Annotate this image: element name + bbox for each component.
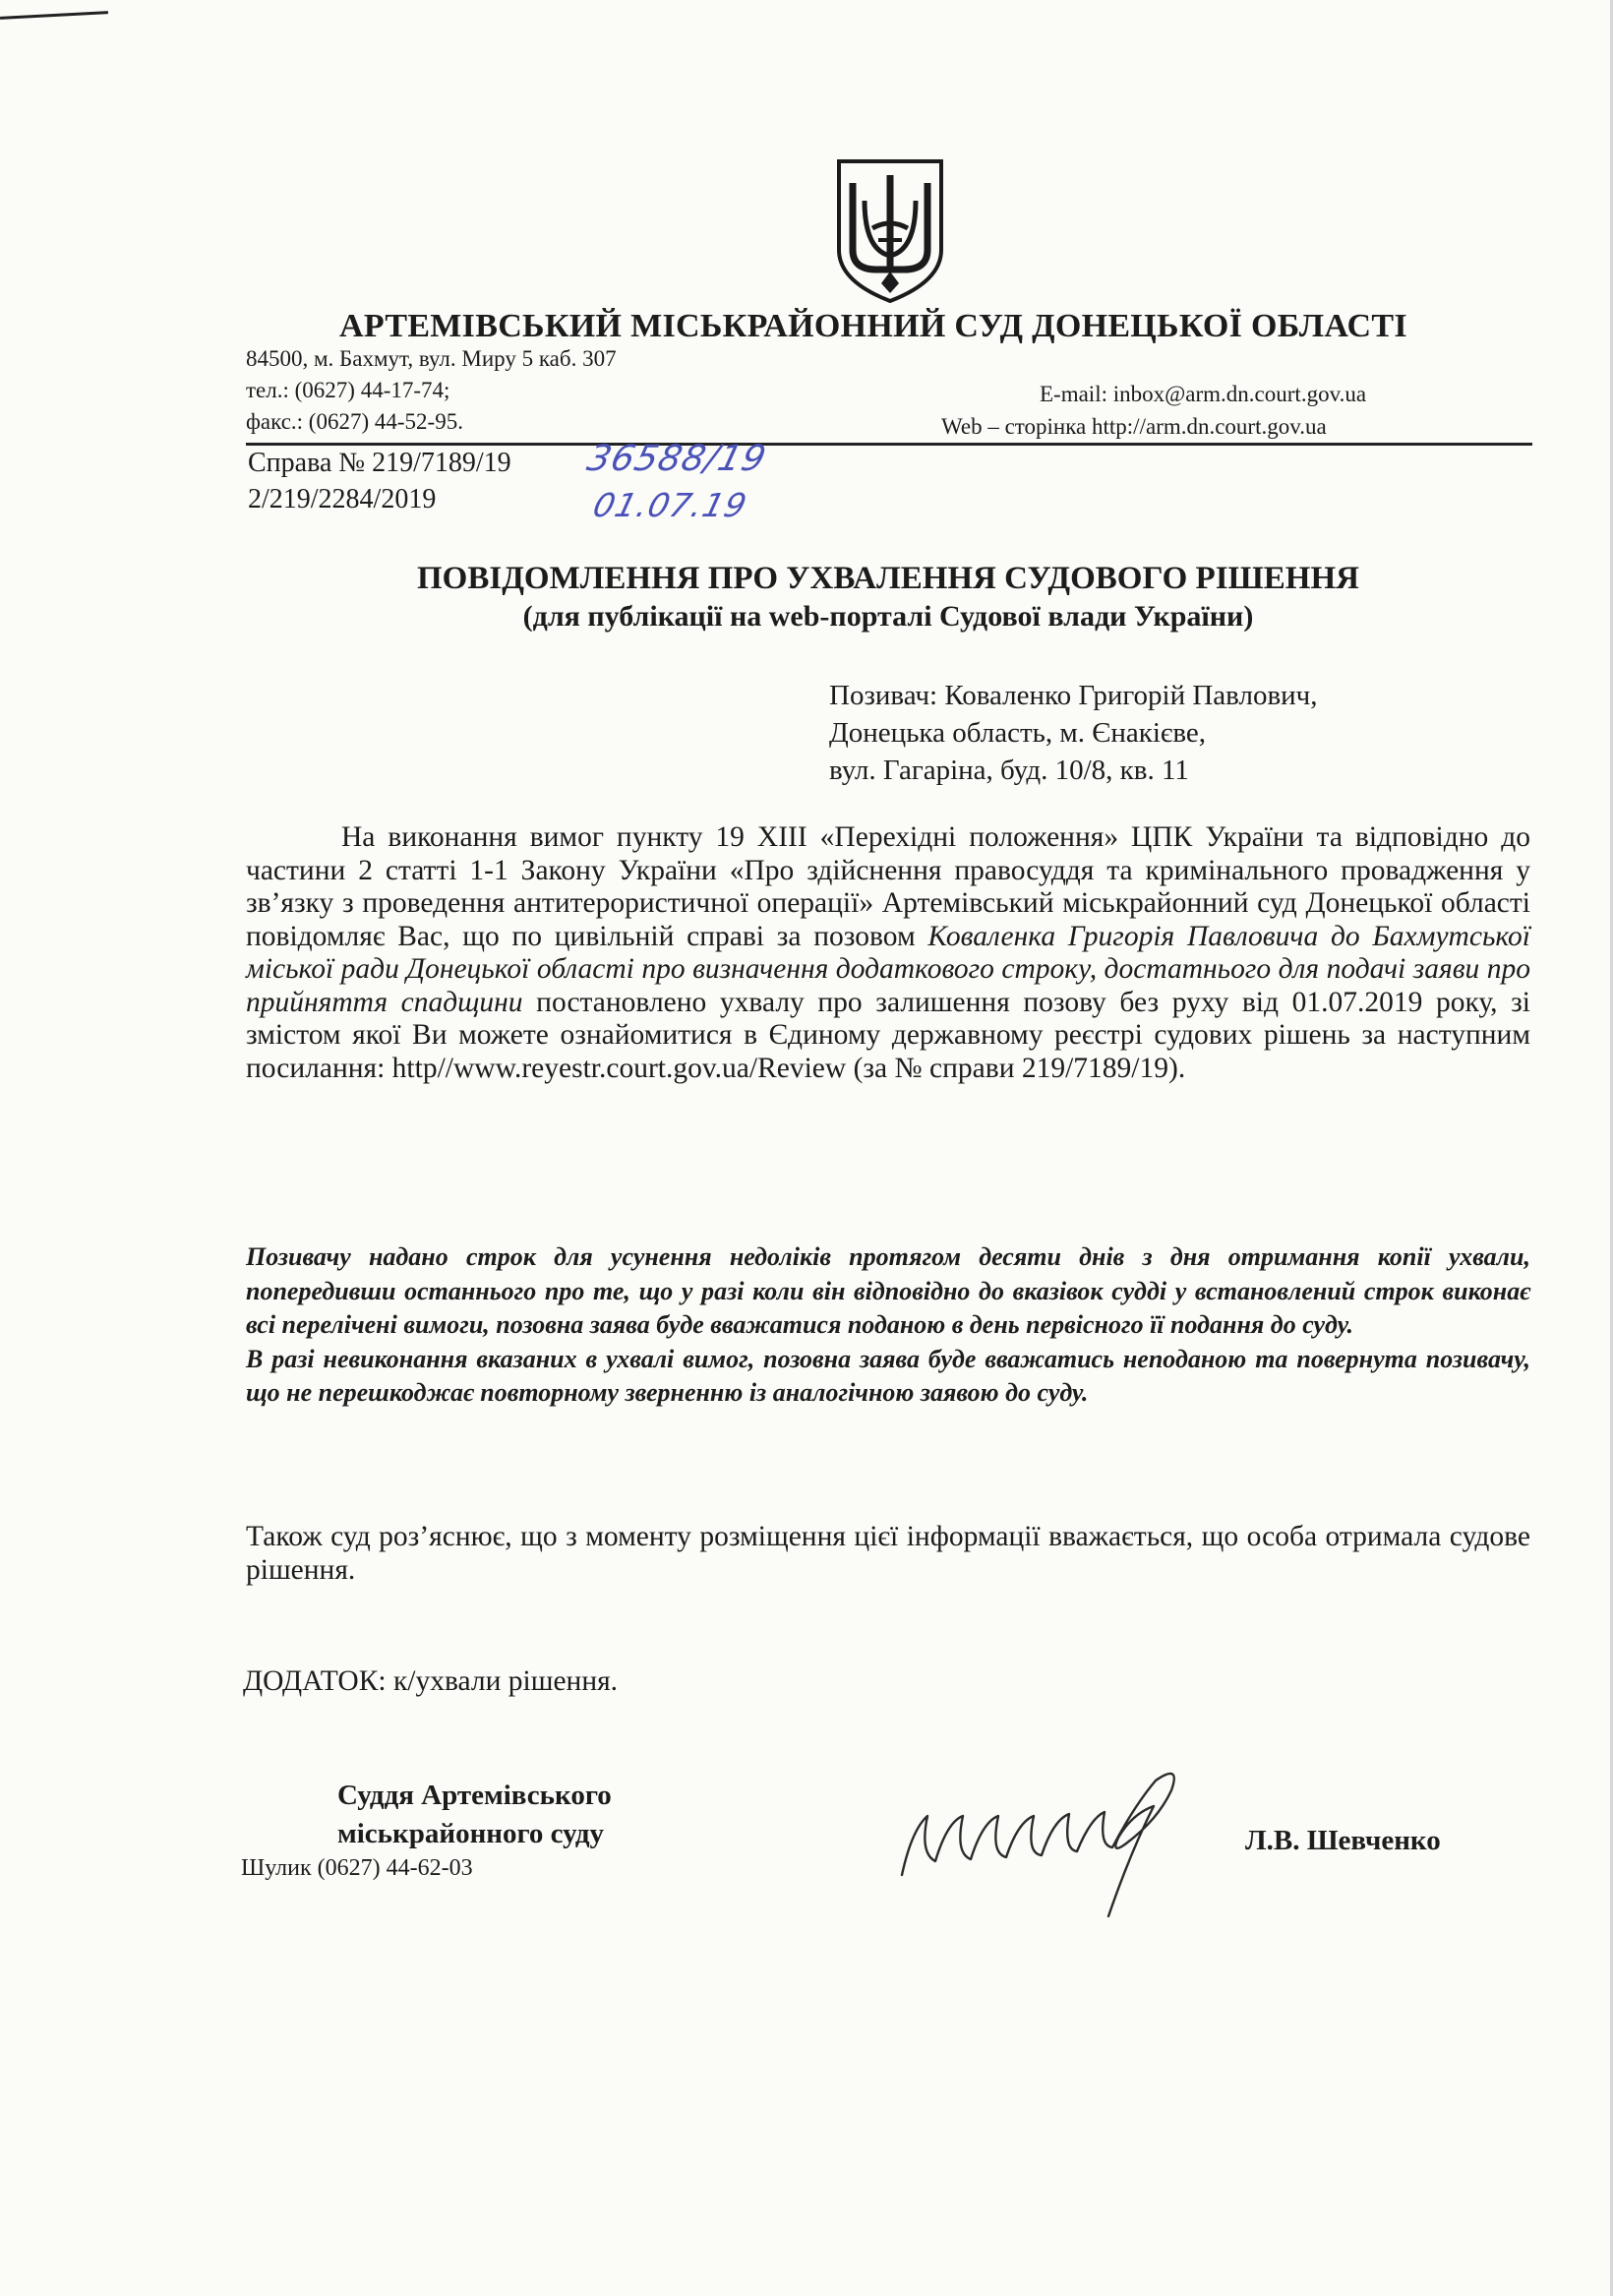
plaintiff-street: вул. Гагаріна, буд. 10/8, кв. 11 bbox=[829, 755, 1189, 786]
court-website: Web – сторінка http://arm.dn.court.gov.ua bbox=[941, 414, 1327, 439]
consequence-text: В разі невиконання вказаних в ухвалі вимог, позовна заява буде вважатись неподаною та повернута позивачу, що не перешкоджає повторному зверненню із аналогічною заявою до суду. bbox=[246, 1344, 1530, 1407]
plaintiff-region: Донецька область, м. Єнакієве, bbox=[829, 717, 1206, 749]
judge-title-line1: Суддя Артемівського bbox=[337, 1780, 612, 1811]
handwritten-registration-number: 36588/19 bbox=[582, 439, 771, 479]
scan-corner-mark bbox=[0, 11, 108, 20]
deadline-text: Позивачу надано строк для усунення недоліків протягом десяти днів з дня отримання копії ухвали, попередивши останнього про те, що у разі коли він відповідно до вказівок судді у встановлений строк виконає всі перелічені вимоги, позовна заява буде вважатися поданою в день первісного її подання до суду. bbox=[246, 1242, 1530, 1339]
executor-contact: Шулик (0627) 44-62-03 bbox=[241, 1855, 473, 1881]
notice-paragraph bbox=[246, 821, 1530, 1085]
plaintiff-name: Позивач: Коваленко Григорій Павлович, bbox=[829, 680, 1318, 711]
court-address: 84500, м. Бахмут, вул. Миру 5 каб. 307 bbox=[246, 346, 617, 371]
document-title: ПОВІДОМЛЕННЯ ПРО УХВАЛЕННЯ СУДОВОГО РІШЕННЯ bbox=[417, 561, 1359, 596]
court-phone: тел.: (0627) 44-17-74; bbox=[246, 378, 450, 402]
court-email: E-mail: inbox@arm.dn.court.gov.ua bbox=[1040, 382, 1367, 406]
proceeding-number: 2/219/2284/2019 bbox=[248, 484, 437, 514]
explanation-paragraph: Також суд роз’яснює, що з моменту розміщення цієї інформації вважається, що особа отримала судове рішення. bbox=[246, 1521, 1530, 1586]
deadline-paragraph bbox=[246, 1240, 1530, 1411]
court-fax: факс.: (0627) 44-52-95. bbox=[246, 409, 463, 434]
plaintiff-block bbox=[829, 677, 1318, 789]
claim-subject: Коваленка Григорія Павловича до Бахмутської міської ради Донецької області про визначення додаткового строку, достатнього для подачі заяви про прийняття спадщини bbox=[246, 920, 1530, 1018]
document-subtitle: (для публікації на web-порталі Судової влади України) bbox=[522, 600, 1254, 633]
judge-name: Л.В. Шевченко bbox=[1245, 1825, 1441, 1856]
notice-text-end: постановлено ухвалу про залишення позову без руху від 01.07.2019 року, зі змістом якої Ви можете ознайомитися в Єдиному державному реєстрі судових рішень за наступним посилання: http//www.reyestr.court.gov.ua/Review (за № справи 219/7189/19). bbox=[246, 986, 1530, 1084]
appendix-line: ДОДАТОК: к/ухвали рішення. bbox=[243, 1665, 619, 1697]
trident-emblem-icon bbox=[831, 155, 949, 305]
judge-title-line2: міськрайонного суду bbox=[337, 1818, 605, 1849]
case-number: Справа № 219/7189/19 bbox=[248, 448, 511, 478]
handwritten-signature-icon bbox=[890, 1759, 1215, 1926]
handwritten-date: 01.07.19 bbox=[589, 486, 751, 524]
court-name: АРТЕМІВСЬКИЙ МІСЬКРАЙОННИЙ СУД ДОНЕЦЬКОЇ ОБЛАСТІ bbox=[339, 308, 1407, 344]
notice-text-start: На виконання вимог пункту 19 ХІІІ «Перехідні положення» ЦПК України та відповідно до частини 2 статті 1-1 Закону України «Про здійснення правосуддя та кримінального провадження у зв’язку з проведення антитерористичної операції» Артемівський міськрайонний суд Донецької області повідомляє Вас, що по цивільній справі за позовом bbox=[246, 821, 1530, 952]
header-divider bbox=[246, 443, 1532, 446]
judge-title bbox=[337, 1777, 612, 1853]
